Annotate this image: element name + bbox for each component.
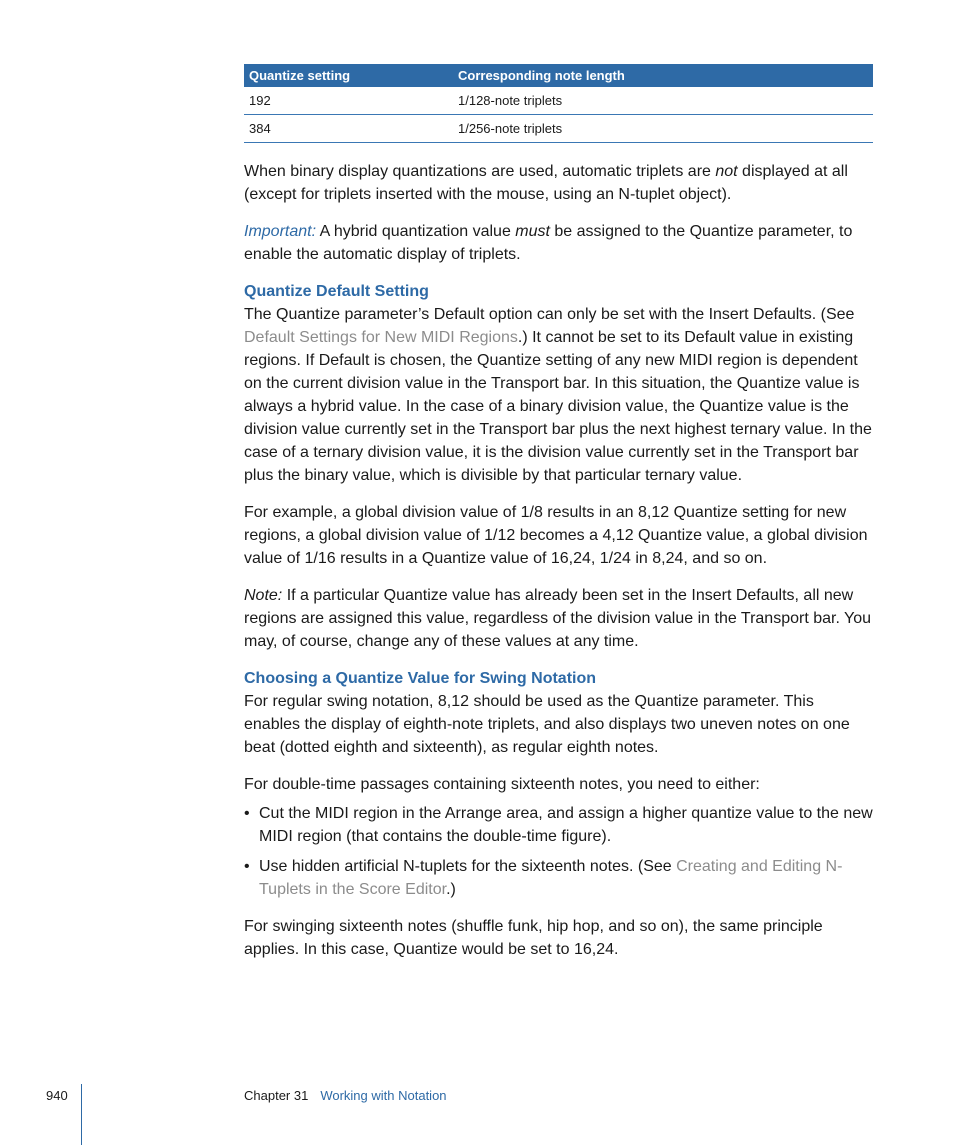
link-default-settings[interactable]: Default Settings for New MIDI Regions [244,329,518,346]
paragraph-note [244,584,874,653]
table-cell: 1/128-note triplets [452,87,873,115]
page-footer [0,1084,954,1145]
text-run: If a particular Quantize value has already been set in the Insert Defaults, all new regions are assigned this value, regardless of the division value in the Transport bar. You may, of course, change any of these values at any time. [244,587,872,650]
table-cell: 1/256-note triplets [452,115,873,143]
paragraph-default-option [244,303,874,487]
link-creating-editing-ntuplets[interactable]: Creating and Editing N-Tuplets in the Score Editor [259,858,843,898]
text-run: be assigned to the Quantize parameter, to enable the automatic display of triplets. [244,223,853,263]
emphasis-not: not [715,163,738,180]
table-header-quantize-setting: Quantize setting [244,64,452,87]
paragraph-binary-display [244,160,874,206]
paragraph-regular-swing: For regular swing notation, 8,12 should be used as the Quantize parameter. This enables the display of eighth-note triplets, and also displays two uneven notes on one beat (dotted eighth and sixteenth), as regular eighth notes. [244,693,850,756]
chapter-label: Chapter 31 [244,1088,309,1103]
chapter-title-link[interactable]: Working with Notation [320,1088,447,1103]
table-cell: 192 [244,87,452,115]
emphasis-must: must [515,223,550,240]
chapter-reference [244,1088,447,1103]
list-item [244,855,874,901]
table-row [244,87,873,115]
table-header-row [244,64,873,87]
paragraph-double-time: For double-time passages containing sixteenth notes, you need to either: [244,776,760,793]
page-content [244,64,874,961]
note-label: Note: [244,587,283,604]
footer-divider [81,1084,82,1145]
heading-swing-notation: Choosing a Quantize Value for Swing Notation [244,670,597,687]
bullet-marker: • [244,805,250,822]
text-run: Cut the MIDI region in the Arrange area, and assign a higher quantize value to the new MIDI region (that contains the double-time figure). [259,805,873,845]
important-label: Important: [244,223,317,240]
paragraph-example: For example, a global division value of 1/8 results in an 8,12 Quantize setting for new regions, a global division value of 1/12 becomes a 4,12 Quantize value, a global division value of 1/16 results in a Quantize value of 16,24, 1/24 in 8,24, and so on. [244,504,868,567]
table-header-note-length: Corresponding note length [452,64,873,87]
text-run: When binary display quantizations are used, automatic triplets are [244,163,716,180]
table-row [244,115,873,143]
list-item [244,802,874,848]
text-run: .) [446,881,456,898]
page-number: 940 [46,1088,68,1103]
paragraph-swinging-sixteenth: For swinging sixteenth notes (shuffle funk, hip hop, and so on), the same principle applies. In this case, Quantize would be set to 16,24. [244,918,823,958]
text-run: Use hidden artificial N-tuplets for the sixteenth notes. (See [259,858,677,875]
quantize-table [244,64,873,143]
bullet-list [244,802,874,901]
paragraph-important [244,220,874,266]
bullet-marker: • [244,858,250,875]
heading-quantize-default-setting: Quantize Default Setting [244,283,429,300]
text-run: The Quantize parameter’s Default option can only be set with the Insert Defaults. (See [244,306,855,323]
text-run: displayed at all (except for triplets inserted with the mouse, using an N-tuplet object). [244,163,848,203]
text-run: .) It cannot be set to its Default value in existing regions. If Default is chosen, the Quantize setting of any new MIDI region is dependent on the current division value in the Transport bar. In this situation, the Quantize value is always a hybrid value. In the case of a binary division value, the Quantize value is the division value currently set in the Transport bar plus the next highest ternary value. In the case of a ternary division value, it is the division value currently set in the Transport bar plus the binary value, which is divisible by that particular ternary value. [244,329,872,484]
text-run: A hybrid quantization value [316,223,516,240]
table-cell: 384 [244,115,452,143]
